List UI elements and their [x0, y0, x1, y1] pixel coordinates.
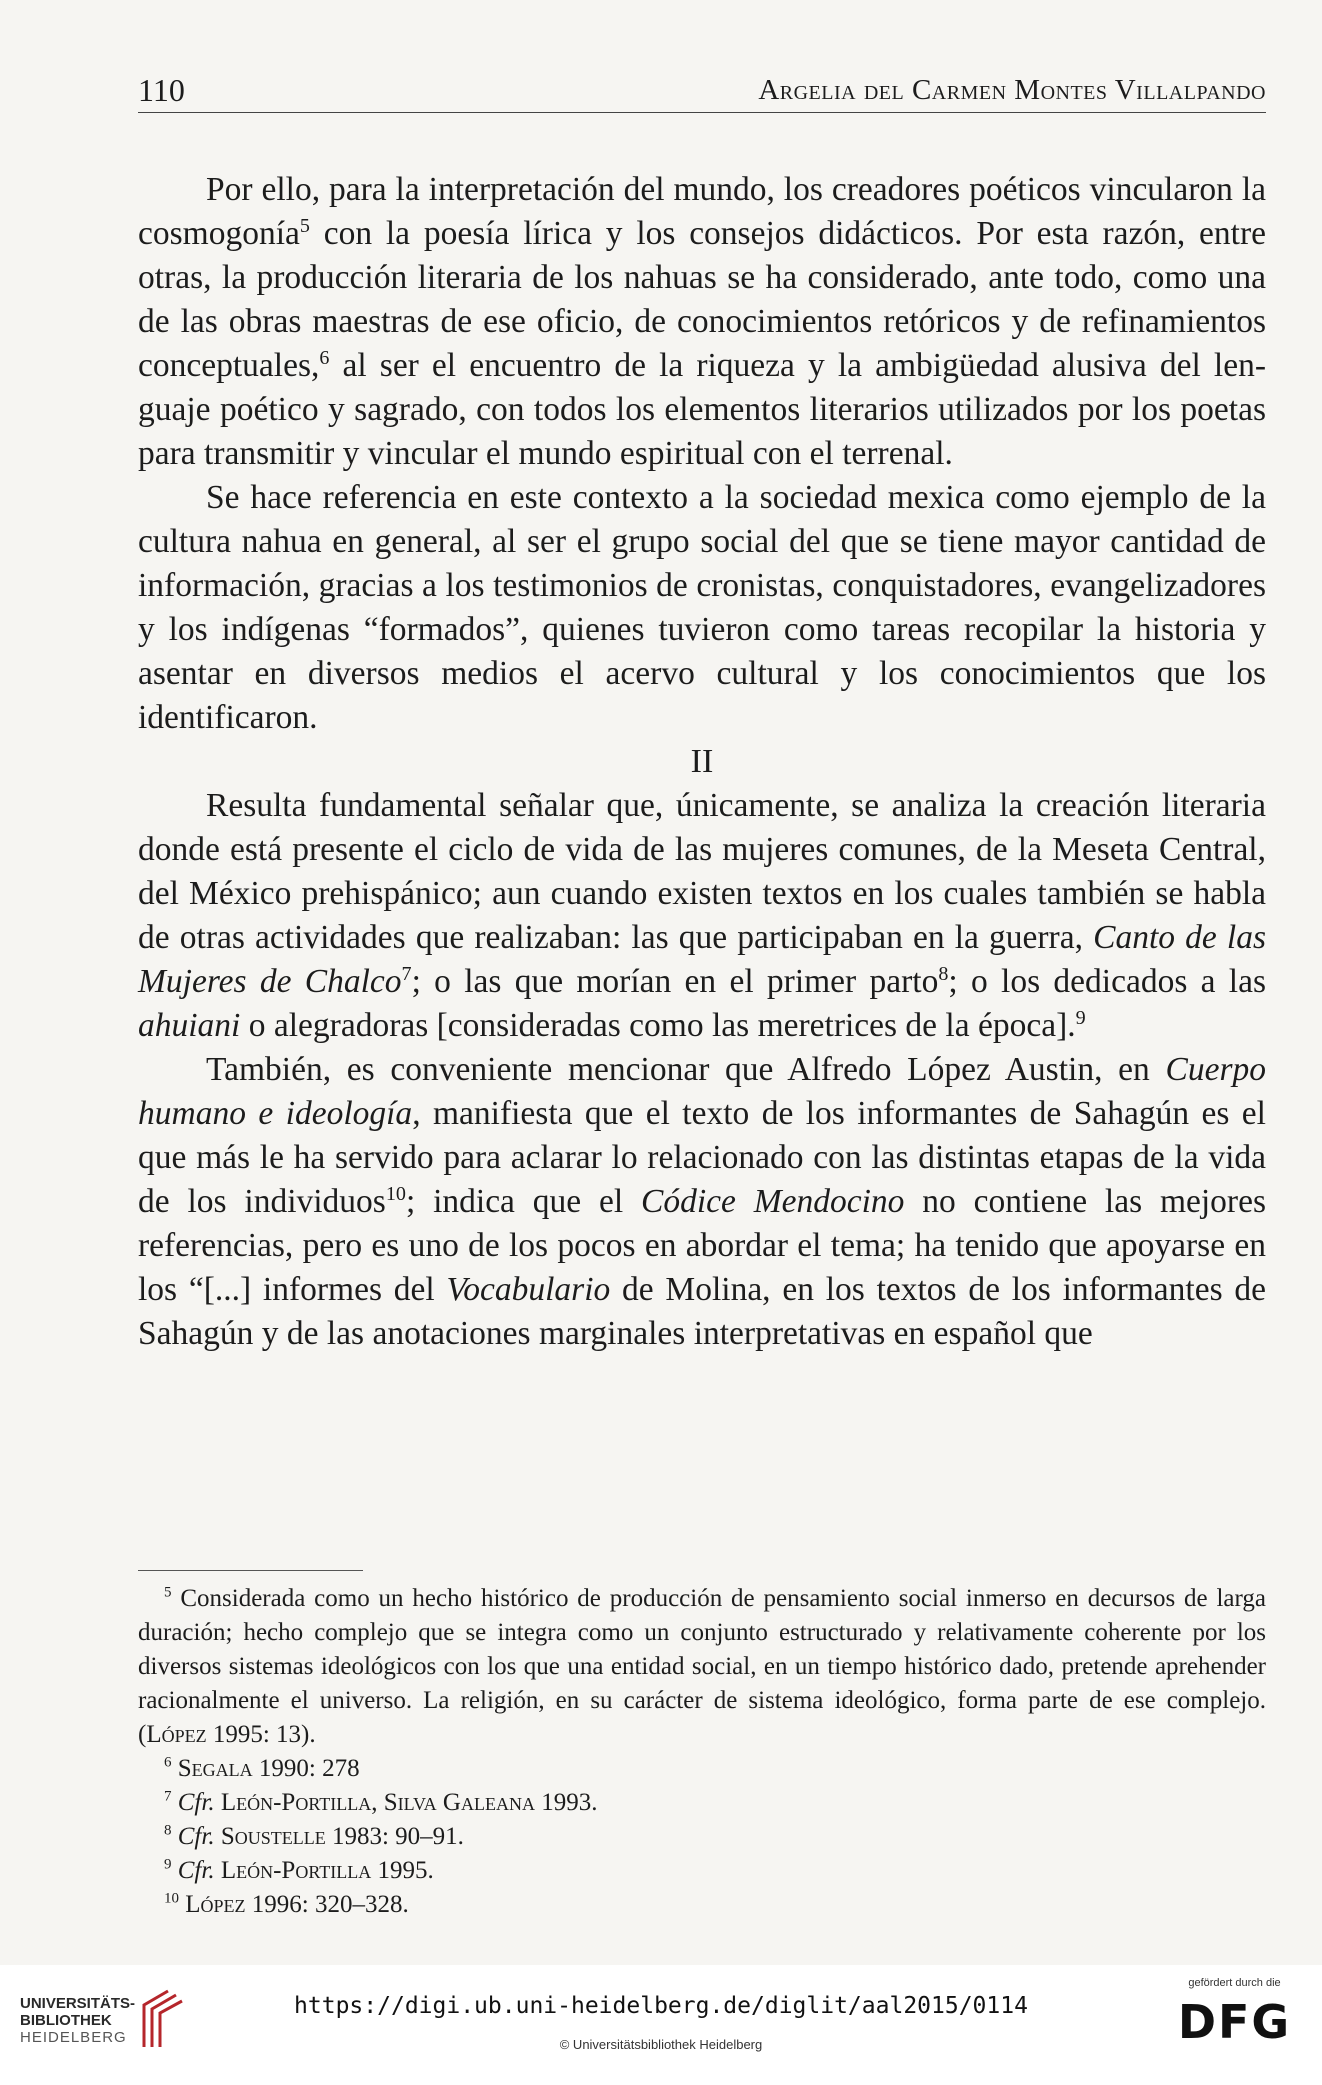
paragraph: También, es conveniente mencionar que Alfredo López Austin, en Cuerpo humano e ideología, manifiesta que el texto de los informantes de Sahagún es el que más le ha servido para aclarar lo relacionado con las distintas etapas de la vida de los individuos$^{10}$; indica que el Códice Mendocino no contiene las mejores referencias, pero es uno de los pocos en abordar el tema; ha tenido que apoyarse en los “[...] informes del Vocabulario de Molina, en los textos de los informantes de Sahagún y de las anotaciones marginales interpretativas en español que — [138, 1051, 1266, 1352]
library-logo[interactable]: UNIVERSITÄTS- BIBLIOTHEK HEIDELBERG — [20, 1995, 136, 2046]
footnote: $^{10}$ López 1996: 320–328. — [164, 1890, 409, 1918]
paragraph: Resulta fundamental señalar que, únicamente, se analiza la creación literaria donde está presente el ciclo de vida de las mujeres comunes, de la Meseta Central, del México prehispánico; aun cuando existen textos en los cuales también se habla de otras actividades que realizaban: las que participaban en la guerra, Canto de las Mujeres de Chalco$^7$; o las que morían en el primer parto$^8$; o los dedicados a las ahuiani o alegradoras [consideradas como las meretrices de la época].$^9$ — [138, 787, 1267, 1044]
section-heading: II — [690, 743, 714, 780]
running-head — [138, 72, 1266, 113]
footnotes — [138, 1582, 1266, 1922]
footnote-ref[interactable]: 6 — [319, 346, 330, 369]
footnote-divider — [138, 1570, 363, 1571]
digitization-footer — [0, 1965, 1322, 2085]
funding-note: gefördert durch die — [1188, 1977, 1281, 1989]
footnote-ref[interactable]: 10 — [385, 1182, 406, 1205]
footnote: $^8$ Cfr. Soustelle 1983: 90–91. — [164, 1822, 464, 1850]
running-title: Argelia del Carmen Montes Villalpando — [758, 74, 1266, 106]
copyright-notice: © Universitätsbibliothek Heidelberg — [559, 2037, 763, 2052]
body-text — [138, 168, 1266, 1356]
footnote: $^6$ Segala 1990: 278 — [164, 1754, 360, 1782]
dfg-logo[interactable]: DFG — [1177, 1995, 1292, 2049]
paragraph: Se hace referencia en este contexto a la sociedad mexica como ejemplo de la cultura nahua en general, al ser el grupo social del que se tiene mayor cantidad de información, gracias a los testimonios de cronistas, conquistadores, evangelizadores y los indígenas “formados”, quienes tuvieron como tareas recopilar la historia y asentar en diversos medios el acervo cultural y los conocimientos que los identificaron. — [138, 479, 1266, 736]
footnote: $^7$ Cfr. León-Portilla, Silva Galeana 1993. — [164, 1788, 598, 1816]
paragraph: Por ello, para la interpretación del mundo, los creadores poéticos vincularon la cosmogonía$^5$ con la poesía lírica y los consejos didácticos. Por esta razón, entre otras, la producción literaria de los nahuas se ha considerado, ante todo, como una de las obras maestras de ese oficio, de conocimientos retóricos y de refinamientos conceptuales,$^6$ al ser el encuentro de la riqueza y la ambigüedad alusiva del lenguaje poético y sagrado, con todos los elementos literarios utilizados por los poetas para transmitir y vincular el mundo espiritual con el terrenal. — [138, 171, 1266, 472]
permalink-url[interactable]: https://digi.ub.uni-heidelberg.de/diglit/aal2015/0114 — [294, 1993, 1028, 2019]
footnote-ref[interactable]: 9 — [1075, 1006, 1086, 1029]
footnote-ref[interactable]: 7 — [401, 962, 412, 985]
footnote: $^5$ Considerada como un hecho histórico de producción de pensamiento social inmerso en decursos de larga duración; hecho complejo que se integra como un conjunto estructurado y relativamente coherente por los diversos sistemas ideológicos con los que una entidad social, en un tiempo histórico dado, pretende aprehender racionalmente el universo. La religión, en su carácter de sistema ideológico, forma parte de ese complejo. (López 1995: 13). — [138, 1584, 1266, 1748]
footnote-ref[interactable]: 8 — [938, 962, 949, 985]
footnote-ref[interactable]: 5 — [299, 214, 310, 237]
page-number: 110 — [138, 72, 185, 108]
footnote: $^9$ Cfr. León-Portilla 1995. — [164, 1856, 434, 1884]
